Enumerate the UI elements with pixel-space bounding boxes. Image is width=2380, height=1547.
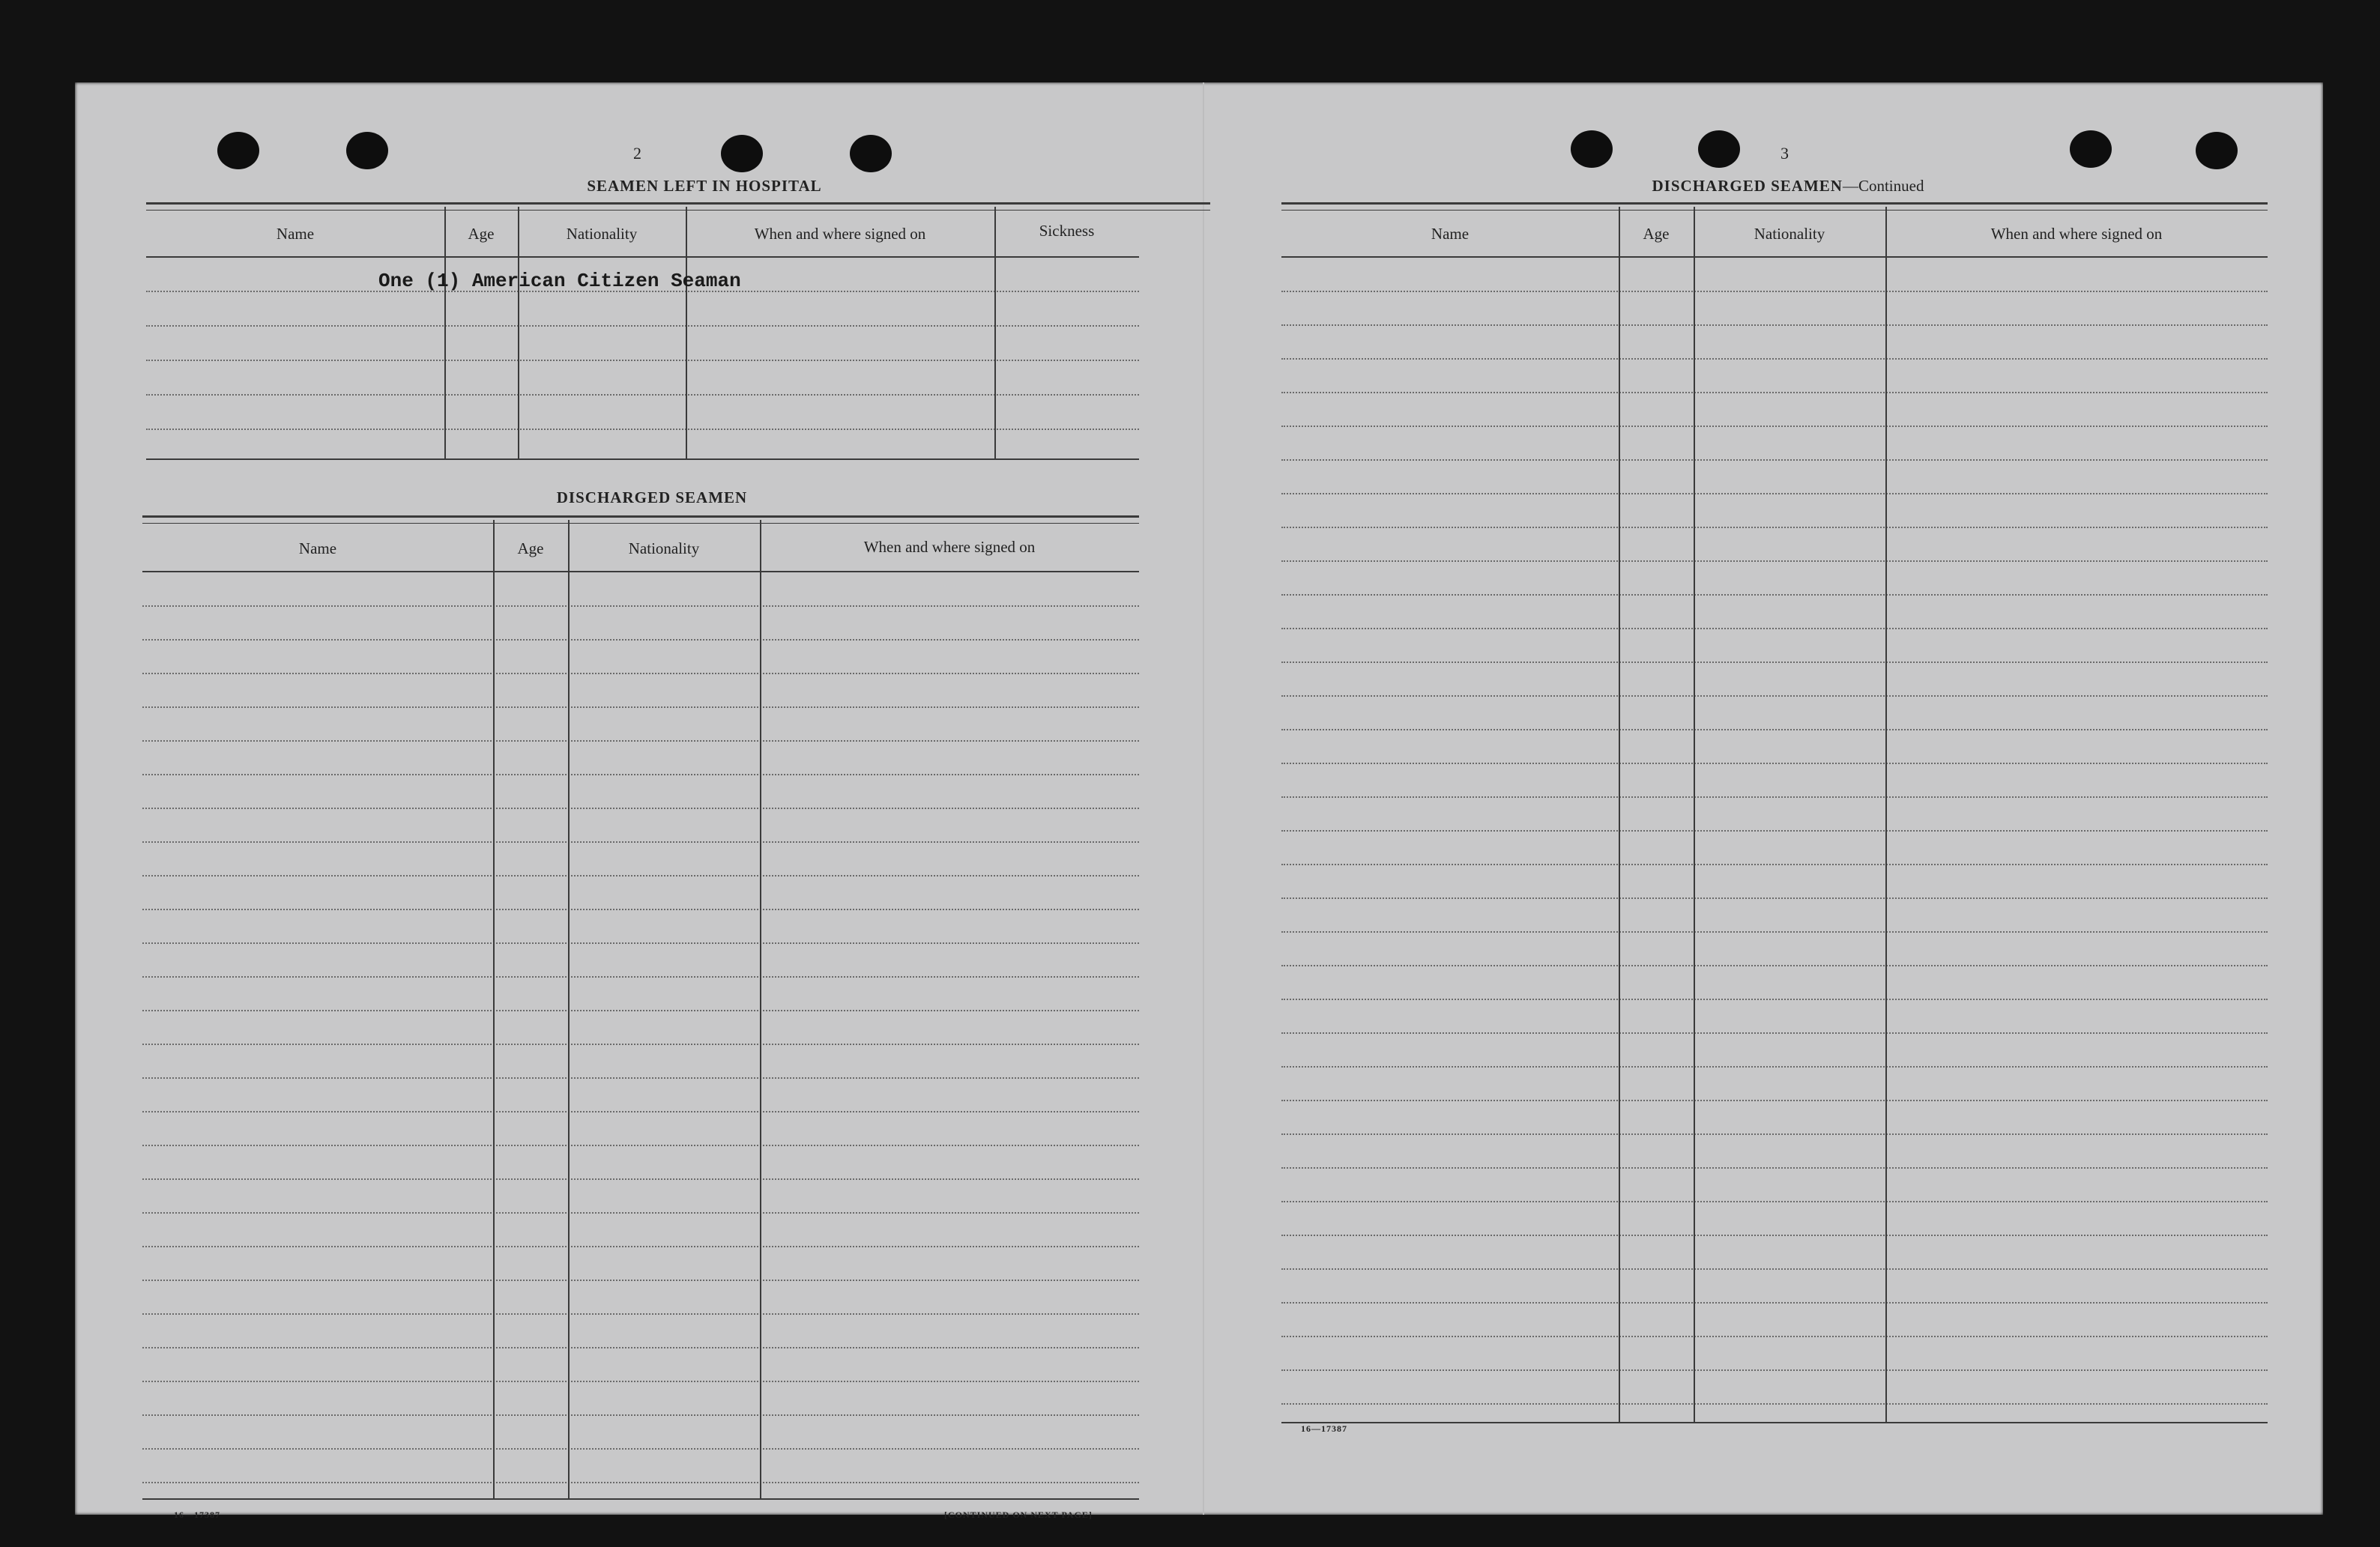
ruled-line (1281, 864, 2268, 865)
ruled-line (1281, 1336, 2268, 1337)
section-title-discharged: DISCHARGED SEAMEN (556, 488, 748, 506)
ruled-line (1281, 1369, 2268, 1371)
column-header-age: Age (1643, 225, 1670, 243)
ruled-line (1281, 324, 2268, 326)
ruled-line (1281, 493, 2268, 494)
section-title-discharged-continued (1563, 177, 2013, 196)
column-header-age: Age (468, 225, 495, 243)
ruled-line (142, 1381, 1139, 1382)
ruled-line (142, 1414, 1139, 1416)
ruled-line (142, 808, 1139, 809)
form-number-right: 16—17387 (1301, 1423, 1347, 1434)
ruled-line (1281, 560, 2268, 562)
ruled-line (1281, 1268, 2268, 1270)
ruled-line (142, 639, 1139, 641)
section-title-suffix: —Continued (1842, 177, 1924, 195)
ruled-line (142, 1010, 1139, 1011)
ruled-line (1281, 965, 2268, 966)
ruled-line (142, 1482, 1139, 1483)
ruled-line (142, 1111, 1139, 1112)
ruled-line (1281, 594, 2268, 596)
ruled-line (1281, 358, 2268, 360)
ruled-line (142, 841, 1139, 843)
ruled-line (1281, 999, 2268, 1000)
ruled-line (1281, 1066, 2268, 1068)
ruled-line (1281, 796, 2268, 798)
column-header-name: Name (1431, 225, 1470, 243)
ruled-line (142, 1246, 1139, 1247)
ruled-line (142, 605, 1139, 607)
ruled-line (142, 774, 1139, 775)
ruled-line (142, 740, 1139, 742)
ruled-line (1281, 1032, 2268, 1034)
ruled-line (142, 976, 1139, 978)
discharged-table-left (142, 515, 1139, 1504)
section-title: DISCHARGED SEAMEN (1652, 177, 1843, 195)
ruled-line (1281, 931, 2268, 933)
ruled-line (142, 1280, 1139, 1281)
column-header-age: Age (517, 539, 544, 557)
ruled-line (1281, 662, 2268, 663)
ruled-line (142, 673, 1139, 674)
punch-hole (1571, 130, 1613, 168)
ruled-line (142, 1212, 1139, 1214)
punch-hole (721, 135, 763, 172)
column-header-nationality: Nationality (566, 225, 638, 243)
column-header-nationality: Nationality (628, 539, 700, 557)
punch-hole (346, 132, 388, 169)
ruled-line (1281, 527, 2268, 528)
ruled-line (1281, 628, 2268, 629)
ruled-line (1281, 1100, 2268, 1101)
ruled-line (1281, 1235, 2268, 1236)
ruled-line (1281, 695, 2268, 697)
document-sheet (75, 82, 2323, 1520)
ruled-line (142, 706, 1139, 708)
ruled-line (142, 1077, 1139, 1079)
column-header-name: Name (276, 225, 315, 243)
ruled-line (142, 942, 1139, 944)
punch-hole (217, 132, 259, 169)
ruled-line (1281, 1167, 2268, 1169)
column-header-signed-on: When and where signed on (863, 538, 1036, 556)
ruled-line (142, 1448, 1139, 1450)
ruled-line (1281, 763, 2268, 764)
ruled-line (1281, 1403, 2268, 1405)
column-header-signed-on: When and where signed on (754, 225, 926, 243)
ruled-line (142, 875, 1139, 877)
ruled-line (1281, 729, 2268, 730)
continued-note: [CONTINUED ON NEXT PAGE] (944, 1510, 1093, 1520)
column-header-nationality: Nationality (1754, 225, 1825, 243)
column-header-name: Name (298, 539, 337, 557)
ruled-line (1281, 426, 2268, 427)
ruled-line (142, 1313, 1139, 1315)
punch-hole (1698, 130, 1740, 168)
ruled-line (1281, 291, 2268, 292)
ruled-line (1281, 1302, 2268, 1304)
punch-hole (850, 135, 892, 172)
page-number: 3 (1781, 144, 1789, 163)
page-number: 2 (633, 144, 641, 163)
discharged-table-right (1281, 202, 2268, 1506)
ruled-line (142, 1347, 1139, 1348)
hospital-entry: One (1) American Citizen Seaman (378, 270, 741, 292)
punch-hole (2196, 132, 2238, 169)
punch-hole (2070, 130, 2112, 168)
ruled-line (1281, 1133, 2268, 1135)
ruled-line (142, 909, 1139, 910)
form-number-left: 16—17387 (174, 1510, 220, 1520)
ruled-line (142, 1178, 1139, 1180)
column-header-signed-on: When and where signed on (1990, 225, 2163, 243)
ruled-line (142, 1145, 1139, 1146)
ruled-line (1281, 897, 2268, 899)
ruled-line (142, 1044, 1139, 1045)
ruled-line (1281, 459, 2268, 461)
section-title-hospital: SEAMEN LEFT IN HOSPITAL (587, 177, 822, 195)
ruled-line (1281, 830, 2268, 832)
ruled-line (1281, 1201, 2268, 1202)
ruled-line (1281, 392, 2268, 393)
column-header-sickness: Sickness (1039, 222, 1095, 240)
